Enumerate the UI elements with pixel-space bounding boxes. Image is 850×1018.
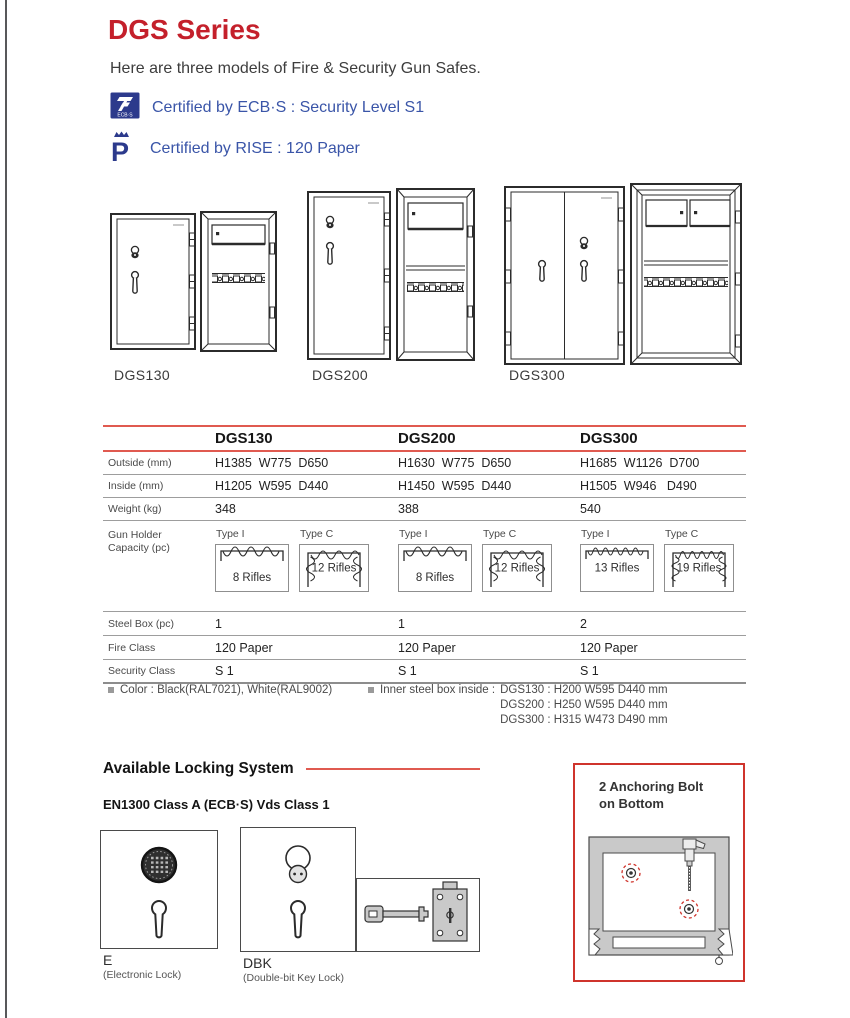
- gun-holder-type-label: Type C: [300, 528, 334, 540]
- gun-holder-type-label: Type I: [399, 528, 428, 540]
- anchoring-info-box: [573, 763, 745, 982]
- table-row-inside: [103, 475, 746, 498]
- gun-holder-cell-dgs300: [580, 521, 746, 592]
- anchoring-diagram: [585, 833, 733, 973]
- anchoring-title-line1: 2 Anchoring Bolt: [599, 779, 704, 794]
- gun-holder-type-i-diagram: [215, 544, 289, 592]
- dgs300-open-safe-illustration: [630, 183, 742, 370]
- gun-holder-cell-dgs130: [215, 521, 398, 592]
- key-icon: [357, 879, 479, 951]
- model-label-dgs200: DGS200: [312, 367, 369, 383]
- cell-value: 1: [398, 616, 405, 631]
- electronic-lock-illustration: [100, 830, 218, 949]
- anchoring-title-line2: on Bottom: [599, 796, 664, 811]
- note-inner-title: Inner steel box inside :: [380, 684, 496, 696]
- cell-value: H1685 W1126 D700: [580, 456, 700, 470]
- gun-holder-type-c-diagram: [482, 544, 552, 592]
- gun-holder-type-label: Type I: [216, 528, 245, 540]
- inner-box-dgs300: DGS300 : H315 W473 D490 mm: [500, 714, 668, 726]
- dgs130-closed-safe-illustration: [110, 213, 196, 355]
- key-lock-illustration: [240, 827, 356, 952]
- cell-value: 1: [215, 616, 222, 631]
- anchoring-title: [599, 778, 703, 812]
- gun-holder-type-c-diagram: [664, 544, 734, 592]
- gun-holder-capacity: 12 Rifles: [311, 562, 357, 575]
- double-bit-knob-icon: [241, 828, 355, 951]
- page-title: DGS Series: [108, 14, 261, 45]
- lock-desc-dbk: (Double-bit Key Lock): [243, 972, 344, 984]
- certification-rise-label: Certified by RISE : 120 Paper: [150, 139, 360, 157]
- square-bullet-icon: [108, 687, 114, 693]
- gun-holder-capacity: 8 Rifles: [232, 572, 272, 584]
- cell-value: H1450 W595 D440: [398, 479, 512, 493]
- square-bullet-icon: [368, 687, 374, 693]
- table-row-outside: [103, 452, 746, 475]
- model-label-dgs130: DGS130: [114, 367, 171, 383]
- gun-holder-type-label: Type I: [581, 528, 610, 540]
- note-color: [108, 683, 332, 698]
- inner-box-dgs130: DGS130 : H200 W595 D440 mm: [500, 684, 668, 696]
- row-label: Steel Box (pc): [108, 617, 174, 630]
- column-header-dgs300: DGS300: [580, 430, 638, 447]
- lock-code-e: E: [103, 952, 113, 968]
- cell-value: 2: [580, 616, 587, 631]
- certification-rise: [110, 130, 360, 167]
- table-row-gun-holder: [103, 521, 746, 612]
- cell-value: S 1: [580, 664, 599, 678]
- dgs200-closed-safe-illustration: [307, 191, 391, 365]
- locking-heading-text: Available Locking System: [103, 760, 294, 777]
- gun-holder-type-c-diagram: [299, 544, 369, 592]
- row-label: Inside (mm): [108, 480, 164, 492]
- column-header-dgs200: DGS200: [398, 430, 456, 447]
- cell-value: S 1: [398, 664, 417, 678]
- certification-ecbs: [110, 92, 424, 124]
- model-label-dgs300: DGS300: [509, 367, 566, 383]
- gun-holder-cell-dgs200: [398, 521, 580, 592]
- gun-holder-type-i-diagram: [580, 544, 654, 592]
- cell-value: 388: [398, 502, 419, 516]
- svg-text:ECB·S: ECB·S: [117, 112, 133, 119]
- svg-text:P: P: [111, 137, 130, 162]
- note-inner-steel-box: [368, 683, 668, 728]
- page-subtitle: Here are three models of Fire & Security Gun Safes.: [110, 60, 481, 77]
- keypad-lock-icon: [101, 831, 217, 948]
- gun-holder-capacity: 13 Rifles: [594, 562, 640, 575]
- rise-p-logo-icon: [110, 130, 138, 167]
- gun-holder-capacity: 8 Rifles: [415, 572, 455, 584]
- spec-table-header: [103, 425, 746, 452]
- caster-wheel-icon: [716, 958, 723, 965]
- dgs200-open-safe-illustration: [396, 188, 475, 366]
- cell-value: 540: [580, 502, 601, 516]
- row-label: Outside (mm): [108, 457, 172, 469]
- cell-value: H1505 W946 D490: [580, 479, 697, 493]
- row-label: Gun Holder Capacity (pc): [108, 529, 170, 554]
- heading-rule: [306, 768, 480, 770]
- ecbs-logo-icon: [110, 92, 140, 124]
- inner-box-dgs200: DGS200 : H250 W595 D440 mm: [500, 699, 668, 711]
- cell-value: S 1: [215, 664, 234, 678]
- row-label: Fire Class: [108, 641, 156, 654]
- table-row-steel-box: [103, 612, 746, 636]
- certification-ecbs-label: Certified by ECB·S : Security Level S1: [152, 99, 425, 116]
- left-margin-rule: [5, 0, 7, 1018]
- cell-value: H1205 W595 D440: [215, 479, 329, 493]
- row-label: Security Class: [108, 665, 176, 677]
- dgs300-closed-safe-illustration: [504, 186, 625, 370]
- gun-holder-type-i-diagram: [398, 544, 472, 592]
- key-and-lock-body-illustration: [356, 878, 480, 952]
- lock-desc-e: (Electronic Lock): [103, 969, 182, 981]
- cell-value: H1385 W775 D650: [215, 456, 329, 470]
- gun-holder-type-label: Type C: [665, 528, 699, 540]
- gun-holder-capacity: 19 Rifles: [676, 562, 722, 575]
- cell-value: 120 Paper: [215, 640, 273, 655]
- gun-holder-capacity: 12 Rifles: [494, 562, 540, 575]
- table-row-fire-class: [103, 636, 746, 660]
- gun-holder-type-label: Type C: [483, 528, 517, 540]
- lock-code-dbk: DBK: [243, 955, 272, 971]
- cell-value: H1630 W775 D650: [398, 456, 512, 470]
- locking-standard: EN1300 Class A (ECB·S) Vds Class 1: [103, 797, 330, 812]
- dgs130-open-safe-illustration: [200, 211, 277, 357]
- row-label: Weight (kg): [108, 503, 162, 515]
- column-header-dgs130: DGS130: [215, 430, 273, 447]
- cell-value: 120 Paper: [398, 640, 456, 655]
- table-row-security-class: [103, 660, 746, 684]
- note-color-text: Color : Black(RAL7021), White(RAL9002): [120, 684, 333, 696]
- locking-section-heading: [103, 760, 480, 778]
- spec-table: [103, 425, 746, 684]
- table-row-weight: [103, 498, 746, 521]
- cell-value: 348: [215, 502, 236, 516]
- cell-value: 120 Paper: [580, 640, 638, 655]
